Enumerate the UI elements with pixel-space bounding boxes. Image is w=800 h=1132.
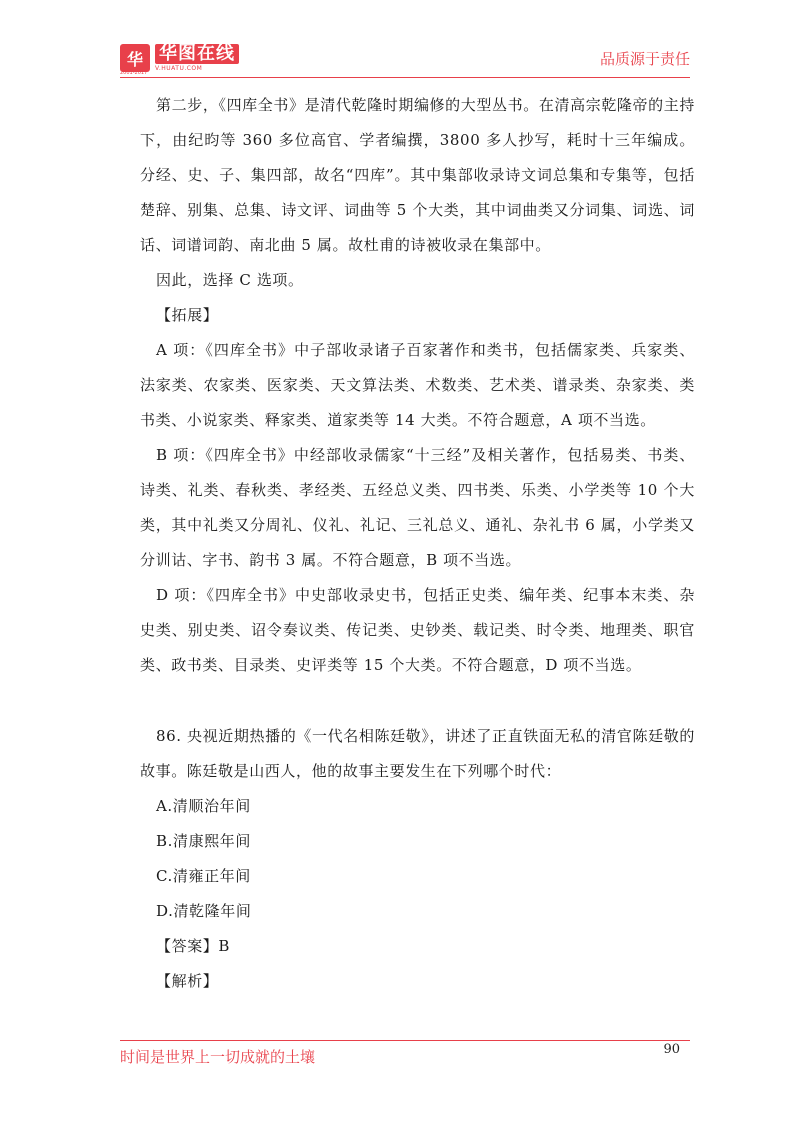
logo-url: V.HUATU.COM	[155, 65, 203, 72]
option-a: A.清顺治年间	[156, 797, 251, 815]
option-b: B.清康熙年间	[156, 832, 251, 850]
header-slogan: 品质源于责任	[599, 50, 690, 68]
paragraph-option-a: A 项：《四库全书》中子部收录诸子百家著作和类书，包括儒家类、兵家类、法家类、农家类、医家类、天文算法类、术数类、艺术类、谱录类、杂家类、类书类、小说家类、释家类、道家类等 14 大类。不符合题意，A 项不当选。	[140, 341, 695, 429]
logo-text	[155, 44, 239, 72]
page-header	[0, 0, 800, 80]
logo-year: 2001-2017	[120, 70, 148, 76]
page-content	[140, 88, 695, 999]
footer-slogan: 时间是世界上一切成就的土壤	[120, 1048, 316, 1066]
footer-divider	[120, 1040, 690, 1041]
paragraph-conclusion: 因此，选择 C 选项。	[156, 271, 304, 289]
answer-line: 【答案】B	[156, 937, 231, 955]
option-d: D.清乾隆年间	[156, 902, 252, 920]
logo-name: 华图在线	[155, 44, 239, 64]
page-number: 90	[663, 1042, 680, 1057]
section-spacer	[140, 683, 695, 719]
question-stem: 86. 央视近期热播的《一代名相陈廷敬》，讲述了正直铁面无私的清官陈廷敬的故事。陈廷敬是山西人，他的故事主要发生在下列哪个时代：	[140, 727, 695, 780]
extension-heading: 【拓展】	[156, 306, 219, 324]
paragraph-step-two: 第二步，《四库全书》是清代乾隆时期编修的大型丛书。在清高宗乾隆帝的主持下，由纪昀等 360 多位高官、学者编撰，3800 多人抄写，耗时十三年编成。分经、史、子、集四部，故名“四库”。其中集部收录诗文词总集和专集等，包括楚辞、别集、总集、诗文评、词曲等 5 个大类，其中词曲类又分词集、词选、词话、词谱词韵、南北曲 5 属。故杜甫的诗被收录在集部中。	[140, 96, 695, 254]
option-c: C.清雍正年间	[156, 867, 251, 885]
header-divider	[120, 77, 690, 78]
paragraph-option-d: D 项：《四库全书》中史部收录史书，包括正史类、编年类、纪事本末类、杂史类、别史类、诏令奏议类、传记类、史钞类、载记类、时令类、地理类、职官类、政书类、目录类、史评类等 15 个大类。不符合题意，D 项不当选。	[140, 586, 695, 674]
huatu-logo	[120, 43, 239, 76]
logo-mark-icon: 华	[120, 44, 150, 72]
analysis-heading: 【解析】	[156, 972, 219, 990]
paragraph-option-b: B 项：《四库全书》中经部收录儒家“十三经”及相关著作，包括易类、书类、诗类、礼类、春秋类、孝经类、五经总义类、四书类、乐类、小学类等 10 个大类，其中礼类又分周礼、仪礼、礼记、三礼总义、通礼、杂礼书 6 属，小学类又分训诂、字书、韵书 3 属。不符合题意，B 项不当选。	[140, 446, 695, 569]
